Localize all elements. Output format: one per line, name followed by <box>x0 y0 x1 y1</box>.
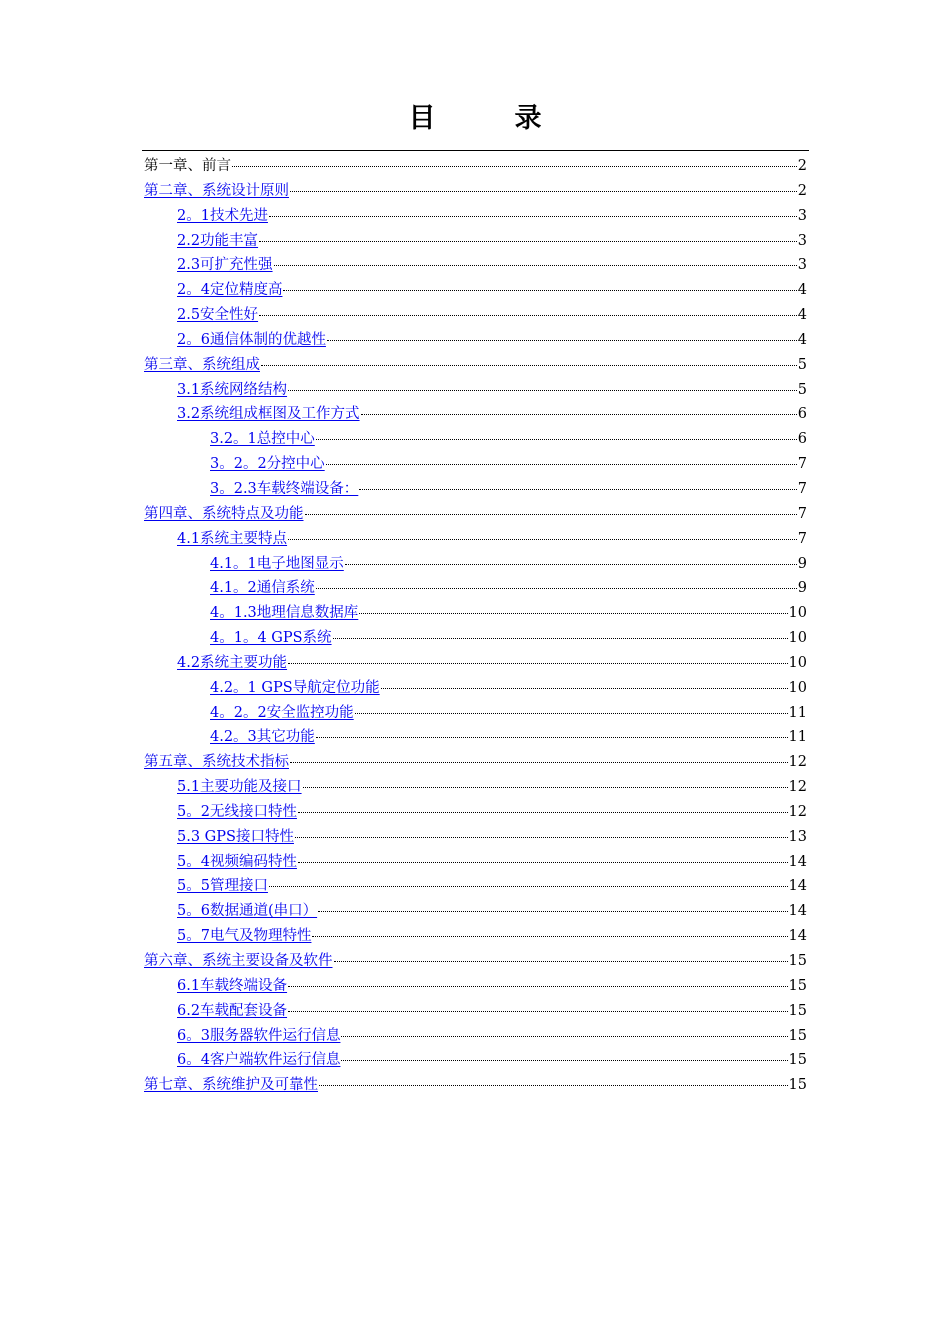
dot-leader <box>259 315 797 316</box>
dot-leader <box>333 638 788 639</box>
toc-entry <box>144 229 807 254</box>
toc-link[interactable]: 6.2车载配套设备 <box>177 1002 288 1019</box>
dot-leader <box>341 1060 787 1061</box>
toc-entry <box>144 253 807 278</box>
toc-entry <box>144 899 807 924</box>
toc-entry <box>144 999 807 1024</box>
toc-link[interactable]: 5.3 GPS接口特性 <box>177 828 294 845</box>
toc-entry <box>144 427 807 452</box>
toc-entry <box>144 154 807 179</box>
toc-link[interactable]: 5。7电气及物理特性 <box>177 928 312 945</box>
toc-page-number: 10 <box>788 679 807 696</box>
toc-page-number: 2 <box>797 182 807 199</box>
dot-leader <box>274 265 797 266</box>
toc-entry <box>144 303 807 328</box>
toc-entry <box>144 725 807 750</box>
dot-leader <box>316 588 797 589</box>
dot-leader <box>319 1085 788 1086</box>
toc-link[interactable]: 4。2。2安全监控功能 <box>210 704 354 721</box>
dot-leader <box>327 340 797 341</box>
toc-link[interactable]: 6。4客户端软件运行信息 <box>177 1052 341 1069</box>
dot-leader <box>334 961 788 962</box>
toc-link[interactable]: 2。6通信体制的优越性 <box>177 331 326 348</box>
toc-page-number: 15 <box>788 1002 807 1019</box>
toc-page-number: 13 <box>788 828 807 845</box>
toc-link[interactable]: 3。2。2分控中心 <box>210 456 325 473</box>
toc-link[interactable]: 4.1系统主要特点 <box>177 530 288 547</box>
toc-entry <box>144 750 807 775</box>
dot-leader <box>269 886 788 887</box>
dot-leader <box>288 390 797 391</box>
toc-link[interactable]: 第七章、系统维护及可靠性 <box>144 1077 318 1094</box>
toc-entry <box>144 402 807 427</box>
toc-entry <box>144 924 807 949</box>
dot-leader <box>303 787 788 788</box>
toc-link[interactable]: 4.1。1电子地图显示 <box>210 555 344 572</box>
toc-page-number: 5 <box>797 356 807 373</box>
toc-page-number: 14 <box>788 928 807 945</box>
toc-entry <box>144 775 807 800</box>
toc-link[interactable]: 3.1系统网络结构 <box>177 381 288 398</box>
toc-link[interactable]: 4.2。1 GPS导航定位功能 <box>210 679 380 696</box>
toc-link[interactable]: 第二章、系统设计原则 <box>144 182 289 199</box>
toc-entry <box>144 800 807 825</box>
toc-page-number: 15 <box>788 1027 807 1044</box>
toc-page-number: 11 <box>788 729 807 746</box>
toc-entry <box>144 552 807 577</box>
toc-link[interactable]: 2.3可扩充性强 <box>177 257 273 274</box>
toc-page-number: 9 <box>797 580 807 597</box>
toc-entry <box>144 1048 807 1073</box>
toc-entry <box>144 452 807 477</box>
toc-link[interactable]: 4.1。2通信系统 <box>210 580 315 597</box>
toc-page-number: 3 <box>797 232 807 249</box>
toc-page-number: 12 <box>788 803 807 820</box>
toc-link[interactable]: 2。1技术先进 <box>177 207 268 224</box>
dot-leader <box>316 737 788 738</box>
dot-leader <box>316 439 797 440</box>
toc-entry <box>144 477 807 502</box>
toc-link[interactable]: 2.2功能丰富 <box>177 232 259 249</box>
toc-page-number: 15 <box>788 1052 807 1069</box>
toc-entry <box>144 825 807 850</box>
toc-link[interactable]: 第五章、系统技术指标 <box>144 754 289 771</box>
toc-entry-text: 第一章、前言 <box>144 158 231 174</box>
toc-page-number: 3 <box>797 257 807 274</box>
toc-page-number: 7 <box>797 456 807 473</box>
dot-leader <box>298 862 788 863</box>
toc-page-number: 14 <box>788 853 807 870</box>
dot-leader <box>298 812 788 813</box>
toc-page-number: 10 <box>788 605 807 622</box>
toc-link[interactable]: 第四章、系统特点及功能 <box>144 505 304 522</box>
title-divider <box>142 150 809 151</box>
toc-link[interactable]: 3.2。1总控中心 <box>210 431 315 448</box>
dot-leader <box>288 986 787 987</box>
toc-link[interactable]: 3。2.3车载终端设备： <box>210 480 359 497</box>
dot-leader <box>288 663 787 664</box>
dot-leader <box>290 762 788 763</box>
toc-entry <box>144 676 807 701</box>
dot-leader <box>232 166 797 167</box>
dot-leader <box>381 688 788 689</box>
dot-leader <box>283 290 796 291</box>
toc-page-number: 7 <box>797 505 807 522</box>
dot-leader <box>288 539 797 540</box>
toc-link[interactable]: 5。5管理接口 <box>177 878 268 895</box>
toc-page-number: 6 <box>797 431 807 448</box>
dot-leader <box>269 216 797 217</box>
toc-page-number: 15 <box>788 953 807 969</box>
toc-link[interactable]: 6.1车载终端设备 <box>177 977 288 994</box>
toc-entry <box>144 874 807 899</box>
dot-leader <box>355 713 788 714</box>
dot-leader <box>361 414 797 415</box>
toc-link[interactable]: 2。4定位精度高 <box>177 282 283 299</box>
dot-leader <box>261 365 797 366</box>
toc-link[interactable]: 4.2系统主要功能 <box>177 654 288 671</box>
dot-leader <box>295 837 788 838</box>
toc-page-number: 3 <box>797 207 807 224</box>
toc-page-number: 5 <box>797 381 807 398</box>
toc-page-number: 10 <box>788 630 807 647</box>
toc-entry <box>144 328 807 353</box>
toc-link[interactable]: 5.1主要功能及接口 <box>177 779 302 796</box>
dot-leader <box>341 1036 787 1037</box>
toc-link[interactable]: 5。4视频编码特性 <box>177 853 297 870</box>
toc-page-number: 11 <box>788 704 807 721</box>
toc-entry <box>144 850 807 875</box>
toc-entry <box>144 651 807 676</box>
toc-link[interactable]: 第六章、系统主要设备及软件 <box>144 953 333 969</box>
dot-leader <box>326 464 797 465</box>
toc-link[interactable]: 5。6数据通道(串口） <box>177 903 318 920</box>
toc-page-number: 4 <box>797 307 807 324</box>
toc-entry <box>144 576 807 601</box>
toc-link[interactable]: 2.5安全性好 <box>177 307 259 324</box>
toc-list <box>144 154 807 1098</box>
toc-page-number: 12 <box>788 754 807 771</box>
dot-leader <box>318 911 787 912</box>
toc-entry <box>144 974 807 999</box>
toc-page-number: 15 <box>788 1077 807 1094</box>
toc-page-number: 6 <box>797 406 807 423</box>
dot-leader <box>312 936 787 937</box>
toc-page-number: 9 <box>797 555 807 572</box>
dot-leader <box>288 1011 787 1012</box>
toc-entry <box>144 353 807 378</box>
toc-link[interactable]: 第三章、系统组成 <box>144 356 260 373</box>
dot-leader <box>259 241 797 242</box>
toc-page-number: 14 <box>788 903 807 920</box>
toc-link[interactable]: 3.2系统组成框图及工作方式 <box>177 406 360 423</box>
toc-entry <box>144 1024 807 1049</box>
toc-link[interactable]: 6。3服务器软件运行信息 <box>177 1027 341 1044</box>
toc-page-number: 4 <box>797 282 807 299</box>
toc-entry <box>144 204 807 229</box>
toc-entry <box>144 278 807 303</box>
toc-entry <box>144 378 807 403</box>
toc-entry <box>144 179 807 204</box>
toc-page-number: 12 <box>788 779 807 796</box>
toc-title: 目 录 <box>408 103 568 134</box>
toc-entry <box>144 502 807 527</box>
toc-page-number: 15 <box>788 977 807 994</box>
toc-entry <box>144 601 807 626</box>
toc-page-number: 7 <box>797 480 807 497</box>
toc-page-number: 4 <box>797 331 807 348</box>
toc-entry <box>144 701 807 726</box>
toc-entry <box>144 527 807 552</box>
toc-link[interactable]: 4.2。3其它功能 <box>210 729 315 746</box>
toc-page-number: 7 <box>797 530 807 547</box>
toc-link[interactable]: 4。1.3地理信息数据库 <box>210 605 359 622</box>
dot-leader <box>290 191 797 192</box>
toc-page-number: 10 <box>788 654 807 671</box>
toc-link[interactable]: 4。1。4 GPS系统 <box>210 630 332 647</box>
toc-page-number: 14 <box>788 878 807 895</box>
dot-leader <box>359 489 796 490</box>
dot-leader <box>359 613 787 614</box>
dot-leader <box>305 514 797 515</box>
toc-entry <box>144 1073 807 1098</box>
toc-entry <box>144 949 807 974</box>
toc-link[interactable]: 5。2无线接口特性 <box>177 803 297 820</box>
toc-entry <box>144 626 807 651</box>
toc-page-number: 2 <box>797 158 807 174</box>
dot-leader <box>345 564 797 565</box>
